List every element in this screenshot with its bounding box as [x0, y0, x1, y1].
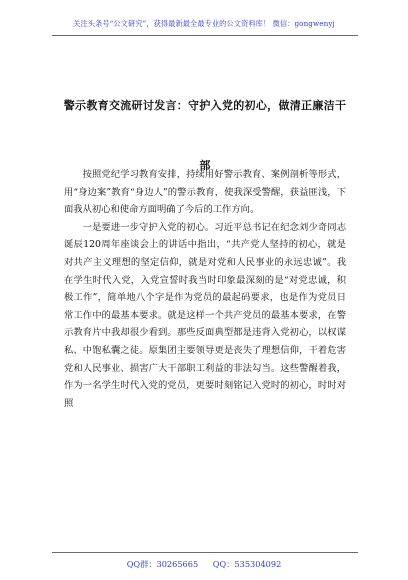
document-body — [64, 166, 346, 412]
document-title: 警示教育交流研讨发言：守护入党的初心，做清正廉洁干部 — [63, 99, 347, 172]
footer-divider — [52, 552, 358, 553]
header-notice: 关注头条号“公文研究”，获得最新最全最专业的公文资料库！ 微信：gongwenyj — [73, 19, 335, 28]
header-divider — [52, 35, 358, 36]
body-paragraph: 按照党纪学习教育安排，持续用好警示教育、案例剖析等形式，用“身边案”教育“身边人”的警示教育，使我深受警醒，获益匪浅，下面我从初心和使命方面明确了今后的工作方向。 — [64, 169, 346, 216]
footer-qq-group: QQ群：30265665 — [126, 559, 199, 569]
body-paragraph: 一是要进一步守护入党的初心。习近平总书记在纪念刘少奇同志诞辰120周年座谈会上的讲话中指出，“共产党人坚持的初心，就是对共产主义理想的坚定信仰，就是对党和人民事业的永远忠诚”。我在学生时代入党，入党宣誓时我当时印象最深刻的是“对党忠诚，积极工作”，简单地八个字是作为党员的最起码要求，也是作为党员日常工作中的最基本要求。就是这样一个共产党员的最基本要求，在警示教育片中我却很少看到。那些反面典型都是违背入党初心，以权谋私、中饱私囊之徒。原集团主要领导更是丧失了理想信仰，干着危害党和人民事业、损害广大干部职工利益的非法勾当。这些警醒着我，作为一名学生时代入党的党员，更要时刻铭记入党时的初心，时时对照 — [64, 221, 346, 409]
footer-contacts — [0, 559, 408, 570]
footer-qq-number: QQ：535304092 — [212, 559, 282, 569]
